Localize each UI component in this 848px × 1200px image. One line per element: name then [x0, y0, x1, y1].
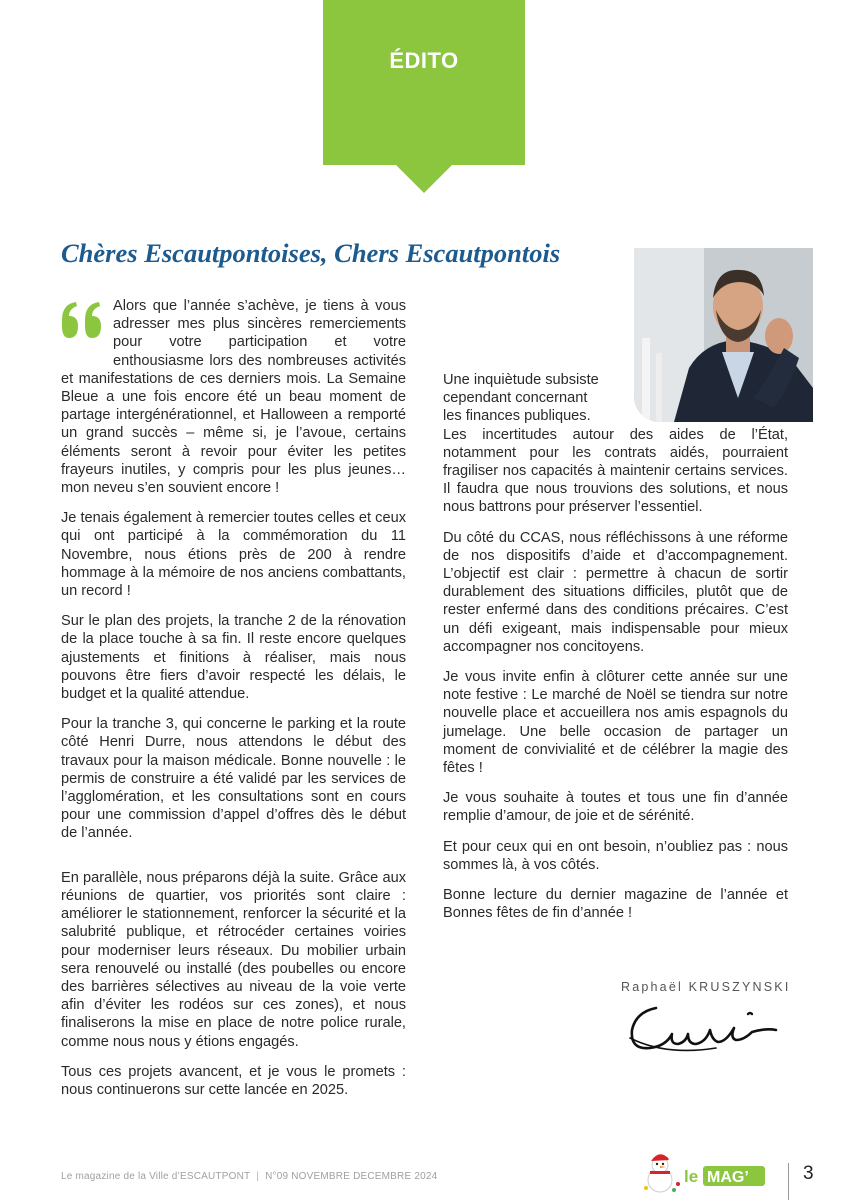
- paragraph: Pour la tranche 3, qui concerne le parking et la route côté Henri Durre, nous attendons le début des travaux pour la maison médicale. Bonne nouvelle : le permis de construire a été validé par les services de l’agglomération, et les consultations sont en cours pour une commission d’appel d’offres dès le début de l’année.: [61, 716, 406, 842]
- paragraph: [443, 371, 788, 517]
- paragraph: Je tenais également à remercier toutes celles et ceux qui ont participé à la commémoration du 11 Novembre, nous étions près de 200 à rendre hommage à la mémoire de nos anciens combattants, un record !: [61, 510, 406, 600]
- le-mag-logo: [640, 1150, 770, 1196]
- paragraph: Et pour ceux qui en ont besoin, n’oubliez pas : nous sommes là, à vos côtés.: [443, 838, 788, 873]
- paragraph-text: Alors que l’année s’achève, je tiens à vous adresser mes plus sincères remerciements pour votre participation et votre enthousiasme lors des nombreuses activités et manifestations de ces derniers mois. La Semaine Bleue a une fois encore été un beau moment de partage intergénérationnel, et Halloween a remporté un grand succès – même si, je l’avoue, certains éléments seront à revoir pour éviter les petites frayeurs inutiles, y compris pour les plus jeunes… mon neveu s’en souvient encore !: [61, 298, 406, 497]
- right-column: [443, 371, 788, 934]
- intro-line: Une inquiètude subsiste: [443, 372, 599, 388]
- section-title: ÉDITO: [389, 47, 459, 73]
- intro-line: les finances publiques.: [443, 408, 591, 425]
- signature-name: Raphaël KRUSZYNSKI: [621, 980, 791, 994]
- left-column: [61, 297, 406, 1111]
- paragraph: Je vous invite enfin à clôturer cette année sur une note festive : Le marché de Noël se tiendra sur notre nouvelle place et accueillera nos amis espagnols du jumelage. Une belle occasion de partager un moment de convivialité et de célébrer la magie des fêtes !: [443, 669, 788, 777]
- paragraph: Bonne lecture du dernier magazine de l’année et Bonnes fêtes de fin d’année !: [443, 887, 788, 922]
- paragraph-text: Les incertitudes autour des aides de l’État, notamment pour les contrats aidés, pourraient fragiliser nos capacités à maintenir certains services. Il faudra que nous trouvions des solutions, et nous nous battrons pour préserver l’essentiel.: [443, 426, 788, 516]
- footer-caption: [61, 1171, 437, 1182]
- paragraph: En parallèle, nous préparons déjà la suite. Grâce aux réunions de quartier, vos priorités sont claire : améliorer le stationnement, renforcer la sécurité et la salubrité publique, et rétrocéder certaines voiries pour moderniser leurs réseaux. Du mobilier urbain sera renouvelé ou installé (des poubelles ou encore des barrières sélectives au niveau de la voie verte afin d’éviter les rodéos sur ces zones), et nous finaliserons la mise en place de notre police rurale, comme nous nous y étions engagés.: [61, 869, 406, 1050]
- paragraph: Du côté du CCAS, nous réfléchissons à une réforme de nos dispositifs d’aide et d’accompagnement. L’objectif est clair : permettre à chacun de sortir durablement des situations difficiles, plutôt que de rester enfermé dans des conditions précaires. C’est un défi exigeant, mais indispensable pour mieux accompagner nos concitoyens.: [443, 529, 788, 655]
- paragraph: Sur le plan des projets, la tranche 2 de la rénovation de la place touche à sa fin. Il reste encore quelques ajustements et finitions à réaliser, mais nous pouvons être fiers d’avoir respecté les délais, le budget et la qualité attendue.: [61, 613, 406, 703]
- paragraph: Je vous souhaite à toutes et tous une fin d’année remplie d’amour, de joie et de sérénité.: [443, 790, 788, 825]
- edito-banner: [323, 0, 525, 165]
- publication-name: Le magazine de la Ville d’ESCAUTPONT: [61, 1171, 251, 1182]
- svg-text:MAG’: MAG’: [707, 1169, 749, 1186]
- issue-label: N°09 NOVEMBRE DECEMBRE 2024: [265, 1171, 438, 1182]
- paragraph: Tous ces projets avancent, et je vous le promets : nous continuerons sur cette lancée en 2025.: [61, 1063, 406, 1098]
- paragraph: [61, 297, 406, 497]
- page-headline: Chères Escautpontoises, Chers Escautpontois: [61, 238, 561, 268]
- quote-spacer: [61, 297, 113, 369]
- svg-text:le: le: [684, 1167, 699, 1186]
- footer-separator: |: [256, 1171, 260, 1182]
- page-divider: [788, 1163, 789, 1200]
- banner-arrow: [396, 165, 452, 193]
- page-number: 3: [803, 1163, 814, 1184]
- intro-line: cependant concernant: [443, 390, 588, 407]
- spacer: [61, 855, 406, 869]
- handwritten-signature: [626, 998, 781, 1060]
